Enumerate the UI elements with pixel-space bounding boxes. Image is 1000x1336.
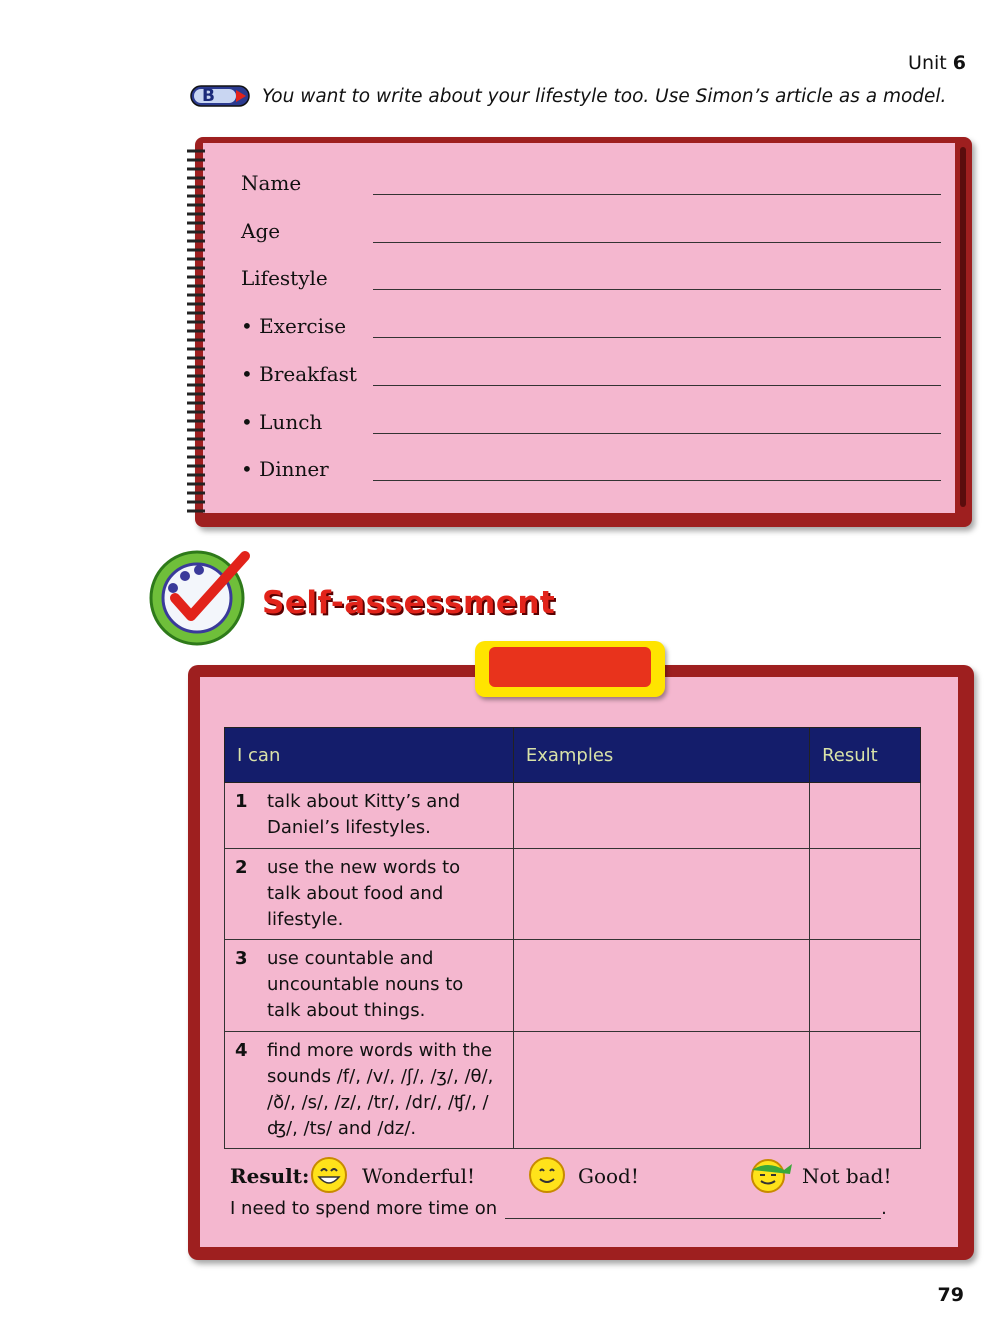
unit-label: Unit 6 xyxy=(908,52,966,74)
result-cell[interactable] xyxy=(810,1032,921,1149)
exercise-line[interactable] xyxy=(373,319,941,338)
dinner-line[interactable] xyxy=(373,462,941,481)
breakfast-line[interactable] xyxy=(373,367,941,386)
lunch-line[interactable] xyxy=(373,415,941,434)
result-cell[interactable] xyxy=(810,940,921,1032)
form-row-breakfast: • Breakfast xyxy=(241,362,941,386)
smile-icon xyxy=(528,1156,566,1194)
page-number: 79 xyxy=(937,1284,964,1306)
header-examples: Examples xyxy=(513,728,809,783)
examples-cell[interactable] xyxy=(513,1032,809,1149)
big-smile-icon xyxy=(310,1156,348,1194)
result-label: Result: xyxy=(230,1164,310,1188)
result-good: Good! xyxy=(578,1164,639,1188)
table-row: 4 find more words with the sounds /f/, /v/, /ʃ/, /ʒ/, /θ/, /ð/, /s/, /z/, /tr/, /dr/, /ʧ/, /ʤ/, /ts/ and /dz/. xyxy=(225,1032,921,1149)
table-row: 1 talk about Kitty’s and Daniel’s lifestyles. xyxy=(225,783,921,849)
form-row-age: Age xyxy=(241,219,941,243)
lifestyle-line[interactable] xyxy=(373,271,941,290)
checkmark-badge-icon xyxy=(145,546,253,646)
name-line[interactable] xyxy=(373,176,941,195)
need-more-time-line[interactable] xyxy=(505,1198,881,1219)
form-row-name: Name xyxy=(241,171,941,195)
form-row-lifestyle: Lifestyle xyxy=(241,266,941,290)
table-row: 3 use countable and uncountable nouns to talk about things. xyxy=(225,940,921,1032)
notebook-page xyxy=(203,143,955,513)
self-assessment-table xyxy=(224,727,921,1149)
section-b-badge: B xyxy=(190,84,250,108)
bandana-smiley-icon xyxy=(746,1156,794,1194)
result-legend xyxy=(230,1156,910,1196)
result-cell[interactable] xyxy=(810,783,921,849)
examples-cell[interactable] xyxy=(513,783,809,849)
form-row-dinner: • Dinner xyxy=(241,457,941,481)
notebook-spine xyxy=(960,147,966,507)
header-result: Result xyxy=(810,728,921,783)
table-row: 2 use the new words to talk about food and lifestyle. xyxy=(225,849,921,940)
notebook xyxy=(195,137,972,527)
result-cell[interactable] xyxy=(810,849,921,940)
examples-cell[interactable] xyxy=(513,849,809,940)
need-more-time: I need to spend more time on . xyxy=(230,1198,887,1219)
examples-cell[interactable] xyxy=(513,940,809,1032)
result-wonderful: Wonderful! xyxy=(362,1164,476,1188)
result-not-bad: Not bad! xyxy=(802,1164,892,1188)
table-header-row xyxy=(225,728,921,783)
header-i-can: I can xyxy=(225,728,514,783)
form-row-exercise: • Exercise xyxy=(241,314,941,338)
form-row-lunch: • Lunch xyxy=(241,410,941,434)
clipboard-clip xyxy=(475,641,665,697)
self-assessment-title: Self-assessment xyxy=(262,585,556,621)
age-line[interactable] xyxy=(373,224,941,243)
spiral-binding-icon xyxy=(185,145,211,517)
instruction-text: You want to write about your lifestyle too. Use Simon’s article as a model. xyxy=(262,85,947,107)
instruction xyxy=(190,84,946,108)
